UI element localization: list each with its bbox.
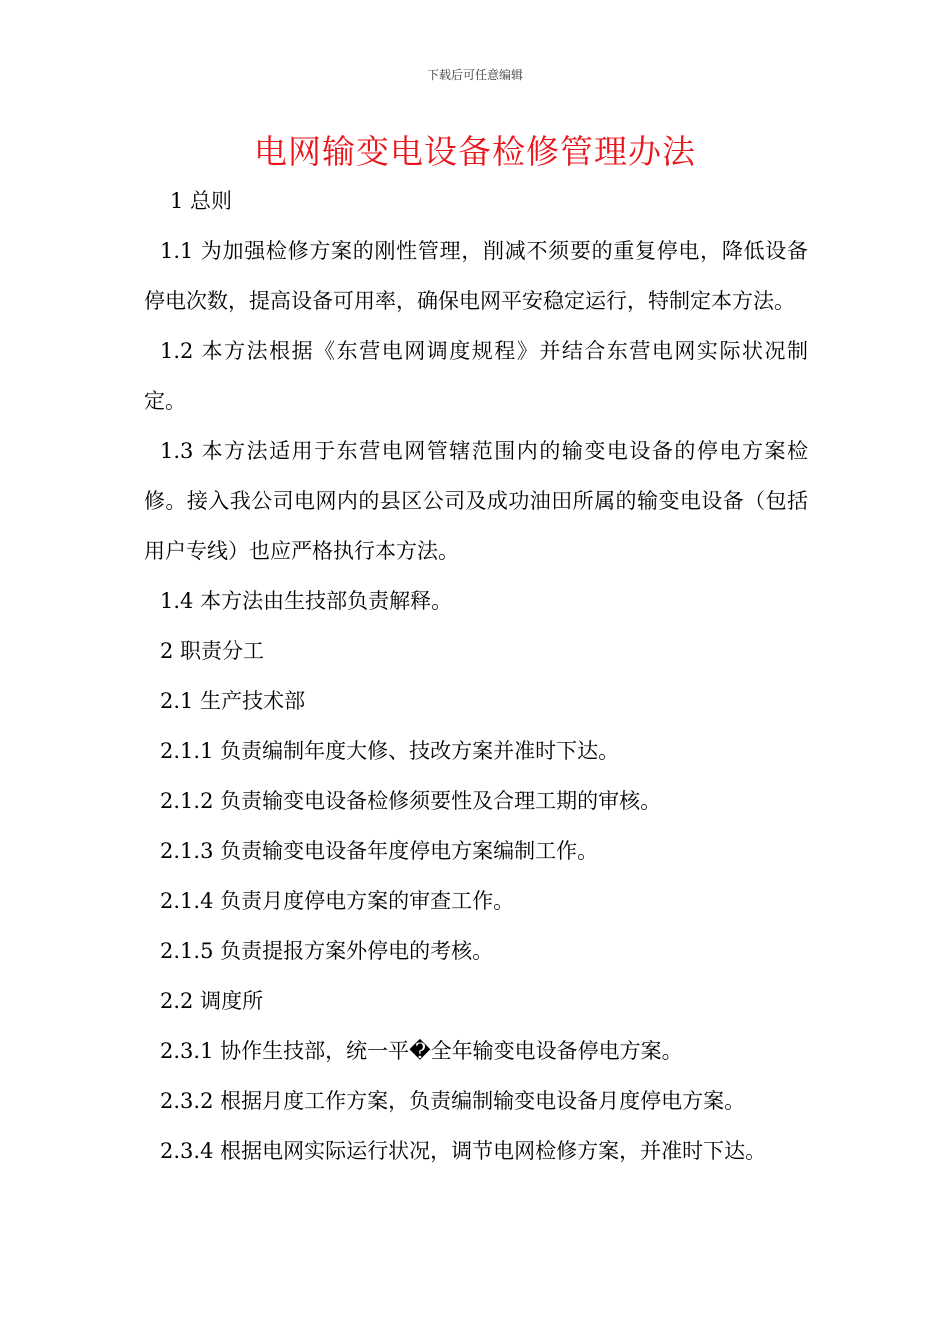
subsection-heading-2-1: 2.1 生产技术部: [160, 689, 306, 713]
paragraph-1-3: 1.3 本方法适用于东营电网管辖范围内的输变电设备的停电方案检修。接入我公司电网内的县区公司及成功油田所属的输变电设备（包括用户专线）也应严格执行本方法。: [144, 439, 808, 563]
paragraph-2-1-3: 2.1.3 负责输变电设备年度停电方案编制工作。: [160, 839, 599, 863]
paragraph-2-3-4: 2.3.4 根据电网实际运行状况，调节电网检修方案，并准时下达。: [160, 1139, 767, 1163]
document-body: [144, 176, 808, 1176]
paragraph-2-1-5: 2.1.5 负责提报方案外停电的考核。: [160, 939, 494, 963]
paragraph-2-1-2: 2.1.2 负责输变电设备检修须要性及合理工期的审核。: [160, 789, 662, 813]
paragraph-2-1-1: 2.1.1 负责编制年度大修、技改方案并准时下达。: [160, 739, 620, 763]
document-title: 电网输变电设备检修管理办法: [254, 132, 696, 171]
subsection-heading-2-2: 2.2 调度所: [160, 989, 264, 1013]
paragraph-1-4: 1.4 本方法由生技部负责解释。: [160, 589, 453, 613]
paragraph-2-3-1: 2.3.1 协作生技部，统一平�全年输变电设备停电方案。: [160, 1039, 683, 1063]
paragraph-2-3-2: 2.3.2 根据月度工作方案，负责编制输变电设备月度停电方案。: [160, 1089, 746, 1113]
paragraph-1-1: 1.1 为加强检修方案的刚性管理，削减不须要的重复停电，降低设备停电次数，提高设备可用率，确保电网平安稳定运行，特制定本方法。: [144, 239, 808, 313]
page-header: 下载后可任意编辑: [426, 68, 523, 82]
paragraph-1-2: 1.2 本方法根据《东营电网调度规程》并结合东营电网实际状况制定。: [144, 339, 808, 413]
section-heading-1: 1 总则: [170, 189, 233, 213]
paragraph-2-1-4: 2.1.4 负责月度停电方案的审查工作。: [160, 889, 515, 913]
section-heading-2: 2 职责分工: [160, 639, 265, 663]
